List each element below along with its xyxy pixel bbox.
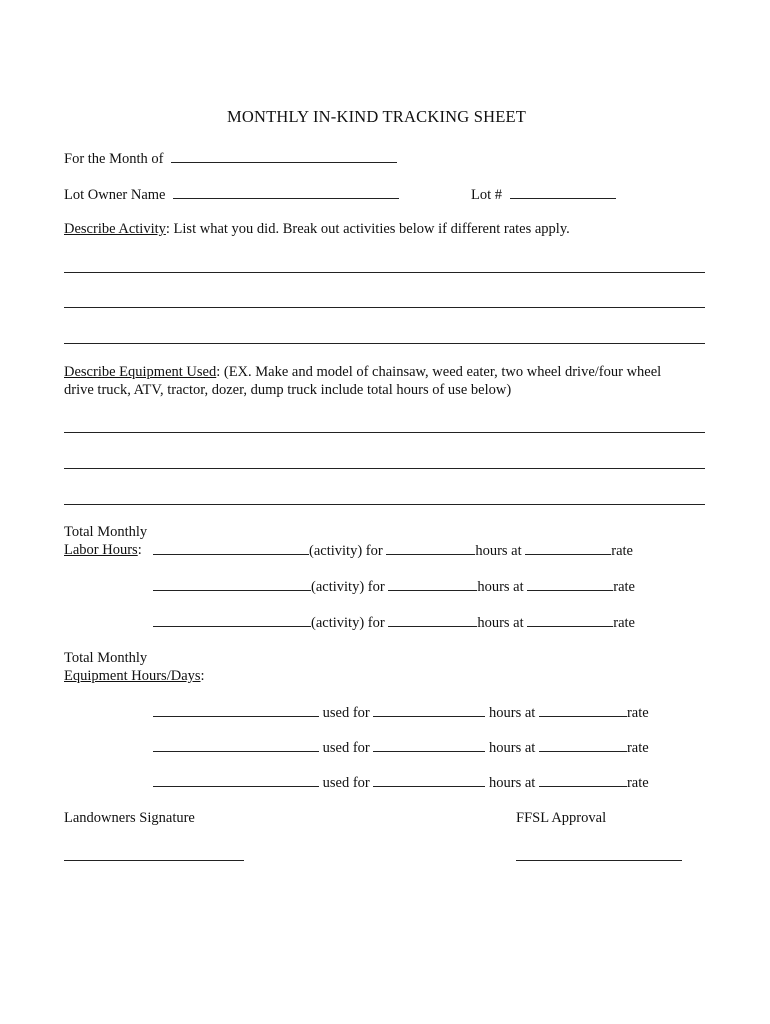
equipment-line-2[interactable]	[64, 468, 705, 469]
labor-rate-field-2[interactable]	[527, 577, 613, 591]
labor-activity-field-3[interactable]	[153, 613, 311, 627]
owner-row	[64, 185, 399, 204]
activity-line-2[interactable]	[64, 307, 705, 308]
equip-used-label: used for	[322, 705, 370, 721]
equip-hours-label: hours at	[489, 740, 536, 756]
equip-rate-field-2[interactable]	[539, 738, 627, 752]
equip-rate-label: rate	[626, 775, 649, 791]
activity-line-3[interactable]	[64, 343, 705, 344]
equip-hours-field-3[interactable]	[373, 773, 485, 787]
equip-name-field-3[interactable]	[153, 773, 319, 787]
equip-hours-title-2: Equipment Hours/Days	[64, 668, 201, 684]
form-title: MONTHLY IN-KIND TRACKING SHEET	[227, 107, 527, 126]
equip-hours-field-1[interactable]	[373, 703, 485, 717]
labor-entry-3	[153, 613, 635, 632]
labor-rate-label: rate	[613, 615, 635, 631]
labor-title-1: Total Monthly	[64, 524, 148, 540]
equip-hours-colon: :	[200, 668, 205, 684]
activity-heading: Describe Activity	[64, 221, 166, 237]
equipment-line-3[interactable]	[64, 504, 705, 505]
labor-rate-field-1[interactable]	[525, 541, 611, 555]
ffsl-approval-label: FFSL Approval	[516, 810, 607, 826]
labor-hours-field-3[interactable]	[388, 613, 477, 627]
activity-line-1[interactable]	[64, 272, 705, 273]
equip-used-label: used for	[322, 775, 370, 791]
labor-row-1	[64, 541, 142, 559]
labor-rate-field-3[interactable]	[527, 613, 613, 627]
equip-rate-label: rate	[626, 705, 649, 721]
labor-hours-label: hours at	[477, 615, 524, 631]
labor-entry-1	[153, 541, 633, 560]
equipment-heading: Describe Equipment Used	[64, 364, 217, 380]
equip-hours-label: hours at	[489, 705, 536, 721]
labor-hours-field-1[interactable]	[386, 541, 475, 555]
labor-hours-label: hours at	[477, 579, 524, 595]
equip-rate-label: rate	[626, 740, 649, 756]
labor-activity-field-1[interactable]	[153, 541, 309, 555]
equip-entry-1	[153, 703, 649, 722]
activity-text: : List what you did. Break out activities below if different rates apply.	[165, 221, 570, 237]
labor-activity-suffix: (activity) for	[309, 543, 383, 559]
labor-hours-field-2[interactable]	[388, 577, 477, 591]
labor-hours-label: hours at	[475, 543, 522, 559]
equipment-text-2: drive truck, ATV, tractor, dozer, dump truck include total hours of use below)	[64, 382, 512, 398]
labor-rate-label: rate	[611, 543, 633, 559]
equip-entry-2	[153, 738, 649, 757]
labor-title-2: Labor Hours	[64, 542, 138, 558]
lot-number-field[interactable]	[510, 185, 616, 199]
labor-entry-2	[153, 577, 635, 596]
equipment-line-1[interactable]	[64, 432, 705, 433]
month-label: For the Month of	[64, 151, 164, 167]
labor-activity-field-2[interactable]	[153, 577, 311, 591]
labor-activity-suffix: (activity) for	[311, 579, 385, 595]
ffsl-approval-line[interactable]	[516, 860, 682, 861]
lot-row	[471, 185, 616, 204]
equip-rate-field-3[interactable]	[539, 773, 627, 787]
landowner-signature-label: Landowners Signature	[64, 810, 195, 826]
equip-hours-title-1: Total Monthly	[64, 650, 148, 666]
equip-used-label: used for	[322, 740, 370, 756]
equip-hours-label: hours at	[489, 775, 536, 791]
owner-name-field[interactable]	[173, 185, 399, 199]
equip-rate-field-1[interactable]	[539, 703, 627, 717]
lot-label: Lot #	[471, 187, 503, 203]
month-field[interactable]	[171, 149, 397, 163]
equipment-instructions	[64, 363, 661, 381]
equip-hours-title-row	[64, 667, 205, 685]
equip-hours-field-2[interactable]	[373, 738, 485, 752]
landowner-signature-line[interactable]	[64, 860, 244, 861]
equip-name-field-1[interactable]	[153, 703, 319, 717]
month-row	[64, 149, 397, 168]
equip-name-field-2[interactable]	[153, 738, 319, 752]
activity-instructions	[64, 220, 570, 238]
labor-rate-label: rate	[613, 579, 635, 595]
labor-colon: :	[137, 542, 142, 558]
labor-activity-suffix: (activity) for	[311, 615, 385, 631]
owner-label: Lot Owner Name	[64, 187, 166, 203]
equip-entry-3	[153, 773, 649, 792]
equipment-text-1: : (EX. Make and model of chainsaw, weed eater, two wheel drive/four wheel	[216, 364, 662, 380]
